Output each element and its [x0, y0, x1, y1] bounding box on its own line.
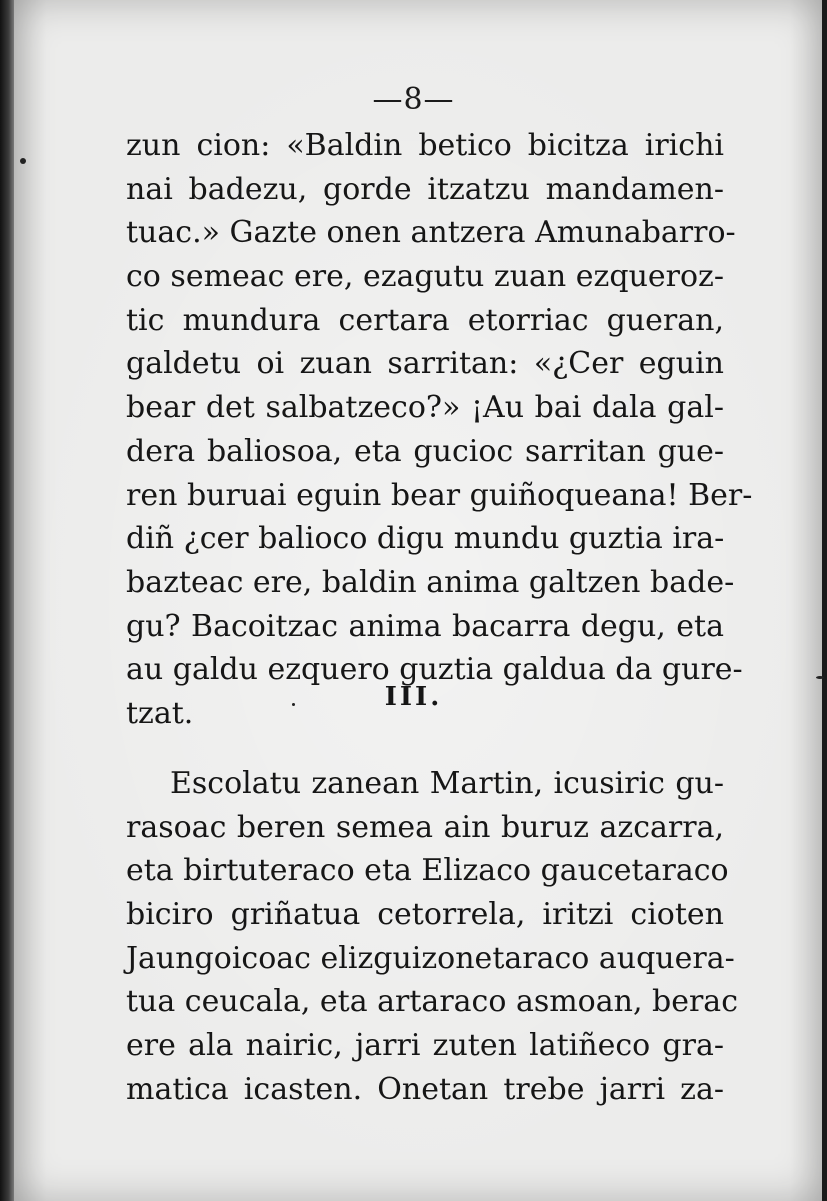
- text-line: Escolatu zanean Martin, icusiric gu-: [170, 766, 724, 801]
- text-line: zun cion: «Baldin betico bicitza irichi: [126, 128, 724, 163]
- text-line: au galdu ezquero guztia galdua da gure-: [126, 652, 743, 688]
- text-line: biciro griñatua cetorrela, iritzi cioten: [126, 897, 724, 933]
- text-line: gu? Bacoitzac anima bacarra degu, eta: [126, 608, 724, 644]
- text-line: tua ceucala, eta artaraco asmoan, berac: [126, 984, 738, 1020]
- text-line: diñ ¿cer balioco digu mundu guztia ira-: [126, 521, 725, 557]
- book-spine-edge: [0, 0, 14, 1201]
- text-line: matica icasten. Onetan trebe jarri za-: [126, 1071, 724, 1107]
- ink-speck: [292, 703, 295, 706]
- text-line: ere ala nairic, jarri zuten latiñeco gra-: [126, 1028, 724, 1064]
- text-line: Jaungoicoac elizguizonetaraco auquera-: [126, 940, 735, 976]
- text-line: galdetu oi zuan sarritan: «¿Cer eguin: [126, 346, 724, 382]
- text-line: bear det salbatzeco?» ¡Au bai dala gal-: [126, 390, 724, 426]
- text-line: tic mundura certara etorriac gueran,: [126, 302, 724, 338]
- text-line: bazteac ere, baldin anima galtzen bade-: [126, 564, 735, 600]
- text-line: eta birtuteraco eta Elizaco gaucetaraco: [126, 853, 729, 889]
- text-line: ren buruai eguin bear guiñoqueana! Ber-: [126, 477, 753, 513]
- ink-speck: [20, 158, 26, 164]
- text-line: tzat.: [126, 695, 194, 731]
- text-line: co semeac ere, ezagutu zuan ezqueroz-: [126, 259, 724, 295]
- text-line: nai badezu, gorde itzatzu mandamen-: [126, 171, 724, 207]
- paragraph-2: [126, 762, 738, 1112]
- text-line: tuac.» Gazte onen antzera Amunabarro-: [126, 215, 736, 251]
- text-line: dera baliosoa, eta gucioc sarritan gue-: [126, 433, 724, 469]
- ink-speck: [816, 676, 824, 679]
- page-number: —8—: [372, 82, 455, 117]
- section-heading: III.: [384, 682, 443, 712]
- paragraph-1: [126, 124, 753, 736]
- text-line: rasoac beren semea ain buruz azcarra,: [126, 809, 724, 845]
